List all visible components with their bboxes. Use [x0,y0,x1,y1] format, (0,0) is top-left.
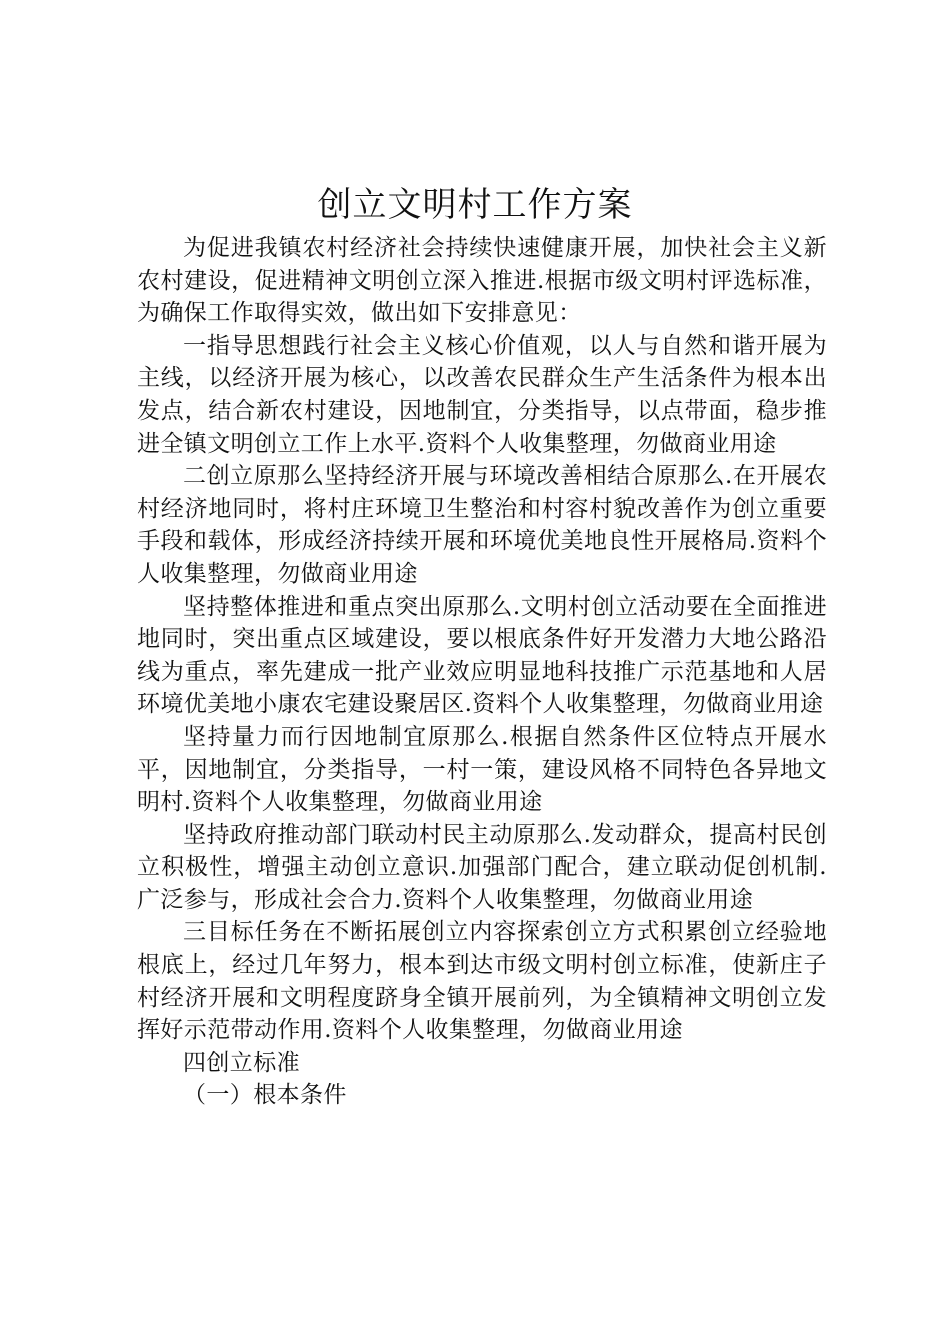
document-body [137,232,827,1112]
paragraph-principle-local-conditions: 坚持量力而行因地制宜原那么.根据自然条件区位特点开展水平，因地制宜，分类指导，一村一策，建设风格不同特色各异地文明村.资料个人收集整理，勿做商业用途 [137,723,827,816]
paragraph-principle-economy-environment: 二创立原那么坚持经济开展与环境改善相结合原那么.在开展农村经济地同时，将村庄环境卫生整治和村容村貌改善作为创立重要手段和载体，形成经济持续开展和环境优美地良性开展格局.资料个人收集整理，勿做商业用途 [137,463,827,587]
section-heading-standards: 四创立标准 [183,1049,300,1076]
paragraph-guiding-ideology: 一指导思想践行社会主义核心价值观，以人与自然和谐开展为主线，以经济开展为核心，以改善农民群众生产生活条件为根本出发点，结合新农村建设，因地制宜，分类指导，以点带面，稳步推进全镇文明创立工作上水平.资料个人收集整理，勿做商业用途 [137,332,827,457]
document-title: 创立文明村工作方案 [317,185,633,225]
paragraph-principle-overall-focus: 坚持整体推进和重点突出原那么.文明村创立活动要在全面推进地同时，突出重点区域建设，要以根底条件好开发潜力大地公路沿线为重点，率先建成一批产业效应明显地科技推广示范基地和人居环境优美地小康农宅建设聚居区.资料个人收集整理，勿做商业用途 [137,593,827,718]
paragraph-intro: 为促进我镇农村经济社会持续快速健康开展，加快社会主义新农村建设，促进精神文明创立深入推进.根据市级文明村评选标准，为确保工作取得实效，做出如下安排意见： [137,235,827,327]
paragraph-principle-government-linkage: 坚持政府推动部门联动村民主动原那么.发动群众，提高村民创立积极性，增强主动创立意识.加强部门配合，建立联动促创机制.广泛参与，形成社会合力.资料个人收集整理，勿做商业用途 [137,821,827,913]
paragraph-goals-tasks: 三目标任务在不断拓展创立内容探索创立方式积累创立经验地根底上，经过几年努力，根本到达市级文明村创立标准，使新庄子村经济开展和文明程度跻身全镇开展前列，为全镇精神文明创立发挥好示范带动作用.资料个人收集整理，勿做商业用途 [137,919,827,1044]
subsection-heading-basic-conditions: （一）根本条件 [183,1082,347,1109]
